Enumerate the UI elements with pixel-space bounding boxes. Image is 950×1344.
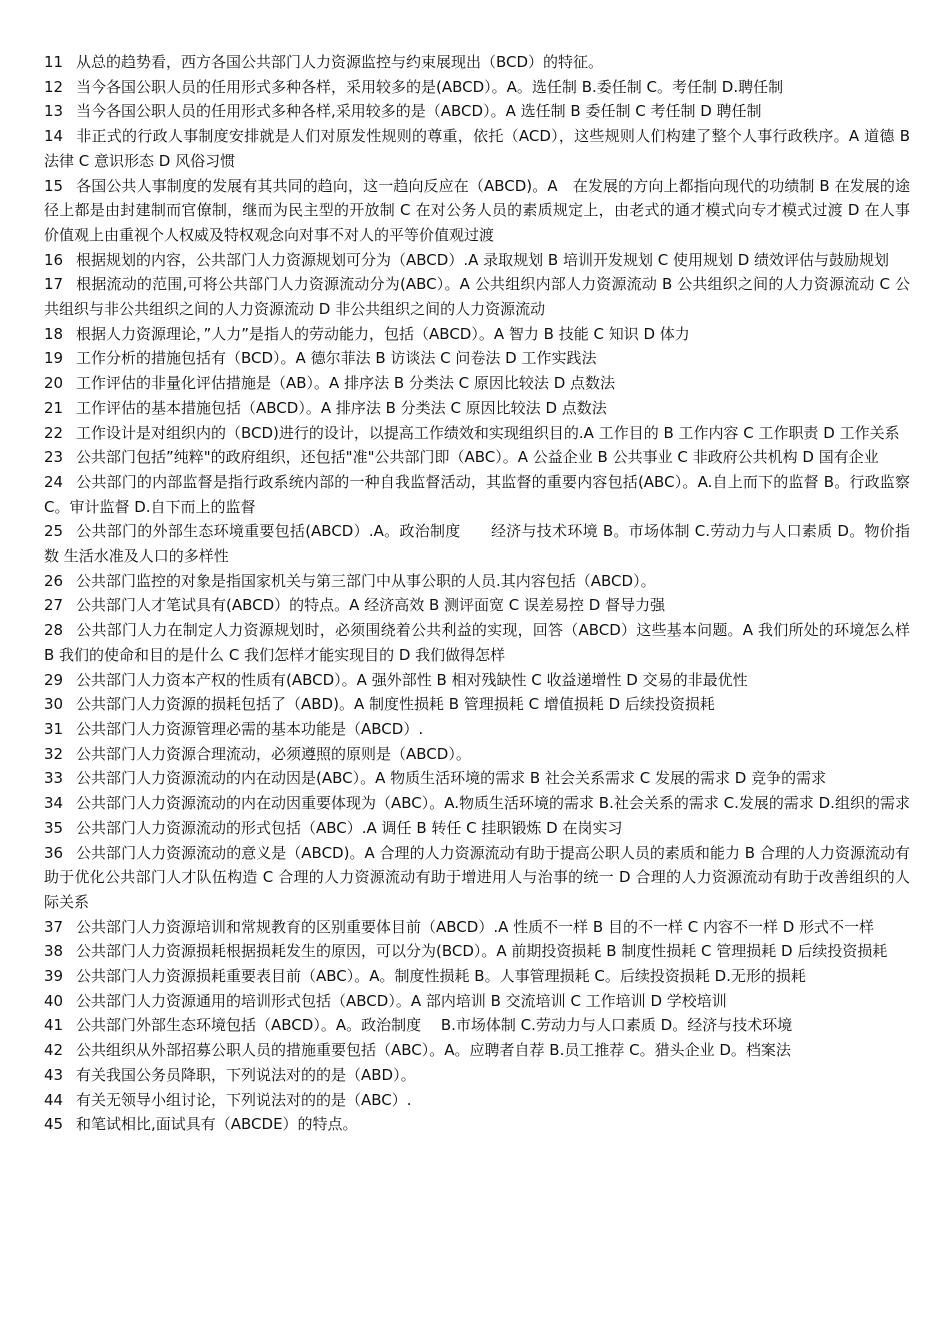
question-number: 16 bbox=[44, 250, 64, 269]
question-number: 18 bbox=[44, 324, 64, 343]
question-number: 11 bbox=[44, 53, 64, 71]
question-text: 公共部门监控的对象是指国家机关与第三部门中从事公职的人员.其内容包括（ABCD）。 bbox=[76, 571, 656, 590]
question-number: 28 bbox=[44, 621, 64, 640]
question-item bbox=[44, 470, 910, 519]
question-text: 有关无领导小组讨论，下列说法对的的是（ABC）. bbox=[76, 1090, 412, 1109]
question-text: 根据规划的内容，公共部门人力资源规划可分为（ABCD）.A 录取规划 B 培训开发规划 C 使用规划 D 绩效评估与鼓励规划 bbox=[76, 250, 890, 269]
question-text: 公共部门人力资源损耗根据损耗发生的原因，可以分为(BCD）。A 前期投资损耗 B 制度性损耗 C 管理损耗 D 后续投资损耗 bbox=[76, 942, 888, 961]
question-text: 各国公共人事制度的发展有其共同的趋向，这一趋向反应在（ABCD)。A 在发展的方向上都指向现代的功绩制 B 在发展的途径上都是由封建制而官僚制，继而为民主型的开放制 C 在对公务人员的素质规定上，由老式的通才模式向专才模式过渡 D 在人事价值观上由重视个人权威及特权观念向对事不对人的平等价值观过渡 bbox=[44, 176, 910, 244]
question-item bbox=[44, 668, 910, 693]
question-text: 从总的趋势看，西方各国公共部门人力资源监控与约束展现出（BCD）的特征。 bbox=[76, 53, 604, 71]
question-item bbox=[44, 618, 910, 667]
question-text: 和笔试相比,面试具有（ABCDE）的特点。 bbox=[76, 1115, 358, 1134]
question-item bbox=[44, 742, 910, 767]
question-item bbox=[44, 421, 910, 446]
question-number: 41 bbox=[44, 1016, 64, 1035]
question-number: 40 bbox=[44, 991, 64, 1010]
question-number: 38 bbox=[44, 942, 64, 961]
question-number: 20 bbox=[44, 374, 64, 393]
question-item bbox=[44, 989, 910, 1014]
question-number: 36 bbox=[44, 843, 64, 862]
question-item bbox=[44, 519, 910, 568]
question-text: 公共部门人力资源的损耗包括了（ABD)。A 制度性损耗 B 管理损耗 C 增值损耗 D 后续投资损耗 bbox=[76, 695, 715, 714]
question-number: 35 bbox=[44, 818, 64, 837]
question-text: 非正式的行政人事制度安排就是人们对原发性规则的尊重，依托（ACD），这些规则人们构建了整个人事行政秩序。A 道德 B 法律 C 意识形态 D 风俗习惯 bbox=[44, 127, 910, 170]
question-item bbox=[44, 99, 910, 124]
question-text: 公共部门人力资源通用的培训形式包括（ABCD）。A 部内培训 B 交流培训 C 工作培训 D 学校培训 bbox=[76, 991, 727, 1010]
question-number: 43 bbox=[44, 1065, 64, 1084]
question-number: 25 bbox=[44, 522, 64, 541]
question-number: 14 bbox=[44, 127, 64, 146]
question-item bbox=[44, 692, 910, 717]
question-text: 公共部门人力资源流动的形式包括（ABC）.A 调任 B 转任 C 挂职锻炼 D 在岗实习 bbox=[76, 818, 623, 837]
question-text: 公共组织从外部招募公职人员的措施重要包括（ABC）。A。应聘者自荐 B.员工推荐 C。猎头企业 D。档案法 bbox=[76, 1041, 791, 1060]
question-item bbox=[44, 322, 910, 347]
question-number: 27 bbox=[44, 596, 64, 615]
question-item bbox=[44, 915, 910, 940]
question-text: 工作评估的非量化评估措施是（AB）。A 排序法 B 分类法 C 原因比较法 D 点数法 bbox=[76, 374, 616, 393]
question-text: 公共部门包括”纯粹"的政府组织，还包括"准"公共部门即（ABC）。A 公益企业 B 公共事业 C 非政府公共机构 D 国有企业 bbox=[76, 448, 879, 467]
question-item bbox=[44, 841, 910, 915]
question-number: 24 bbox=[44, 472, 64, 491]
question-item bbox=[44, 346, 910, 371]
question-text: 公共部门人力资源流动的意义是（ABCD)。A 合理的人力资源流动有助于提高公职人员的素质和能力 B 合理的人力资源流动有助于优化公共部门人才队伍构造 C 合理的人力资源流动有助于增进用人与治事的统一 D 合理的人力资源流动有助于改善组织的人际关系 bbox=[44, 843, 910, 911]
question-number: 34 bbox=[44, 794, 64, 813]
question-text: 公共部门人力资源流动的内在动因是(ABC）。A 物质生活环境的需求 B 社会关系需求 C 发展的需求 D 竞争的需求 bbox=[76, 769, 827, 788]
question-item bbox=[44, 1063, 910, 1088]
question-text: 公共部门的外部生态环境重要包括(ABCD）.A。政治制度 经济与技术环境 B。市场体制 C.劳动力与人口素质 D。物价指数 生活水准及人口的多样性 bbox=[44, 522, 910, 566]
question-item bbox=[44, 75, 910, 100]
question-number: 12 bbox=[44, 77, 64, 96]
question-number: 21 bbox=[44, 398, 64, 417]
question-text: 公共部门人力资源培训和常规教育的区别重要体目前（ABCD）.A 性质不一样 B 目的不一样 C 内容不一样 D 形式不一样 bbox=[76, 917, 875, 936]
question-text: 当今各国公职人员的任用形式多种各样,采用较多的是（ABCD）。A 选任制 B 委任制 C 考任制 D 聘任制 bbox=[76, 102, 762, 121]
question-text: 公共部门人力资源管理必需的基本功能是（ABCD）. bbox=[76, 719, 424, 738]
question-text: 工作设计是对组织内的（BCD)进行的设计，以提高工作绩效和实现组织目的.A 工作目的 B 工作内容 C 工作职责 D 工作关系 bbox=[76, 423, 900, 442]
question-item bbox=[44, 1038, 910, 1063]
question-number: 30 bbox=[44, 695, 64, 714]
question-item bbox=[44, 396, 910, 421]
question-item bbox=[44, 124, 910, 173]
question-text: 当今各国公职人员的任用形式多种各样，采用较多的是(ABCD）。A。选任制 B.委任制 C。考任制 D.聘任制 bbox=[76, 77, 784, 96]
question-number: 19 bbox=[44, 349, 64, 368]
question-number: 17 bbox=[44, 275, 64, 294]
question-number: 39 bbox=[44, 967, 64, 986]
question-item bbox=[44, 1088, 910, 1113]
question-number: 15 bbox=[44, 176, 64, 195]
question-text: 公共部门人才笔试具有(ABCD）的特点。A 经济高效 B 测评面宽 C 误差易控 D 督导力强 bbox=[76, 596, 666, 615]
question-text: 公共部门人力资源流动的内在动因重要体现为（ABC）。A.物质生活环境的需求 B.社会关系的需求 C.发展的需求 D.组织的需求 bbox=[76, 794, 910, 813]
question-text: 公共部门人力在制定人力资源规划时，必须围绕着公共利益的实现，回答（ABCD）这些基本问题。A 我们所处的环境怎么样 B 我们的使命和目的是什么 C 我们怎样才能实现目的 D 我们做得怎样 bbox=[44, 621, 910, 664]
question-item bbox=[44, 939, 910, 964]
question-item bbox=[44, 816, 910, 841]
question-item bbox=[44, 174, 910, 248]
question-text: 根据流动的范围,可将公共部门人力资源流动分为(ABC）。A 公共组织内部人力资源流动 B 公共组织之间的人力资源流动 C 公共组织与非公共组织之间的人力资源流动 D 非公共组织之间的人力资源流动 bbox=[44, 275, 910, 319]
question-text: 公共部门人力资本产权的性质有(ABCD）。A 强外部性 B 相对残缺性 C 收益递增性 D 交易的非最优性 bbox=[76, 670, 748, 689]
question-item bbox=[44, 1112, 910, 1137]
question-item bbox=[44, 371, 910, 396]
question-item bbox=[44, 791, 910, 816]
question-number: 31 bbox=[44, 719, 64, 738]
question-number: 26 bbox=[44, 571, 64, 590]
question-item bbox=[44, 248, 910, 273]
question-number: 32 bbox=[44, 744, 64, 763]
question-text: 公共部门的内部监督是指行政系统内部的一种自我监督活动，其监督的重要内容包括(ABC）。A.自上而下的监督 B。行政监察 C。审计监督 D.自下而上的监督 bbox=[44, 472, 910, 516]
question-text: 工作评估的基本措施包括（ABCD）。A 排序法 B 分类法 C 原因比较法 D 点数法 bbox=[76, 398, 607, 417]
question-number: 29 bbox=[44, 670, 64, 689]
question-item bbox=[44, 964, 910, 989]
question-number: 22 bbox=[44, 423, 64, 442]
question-item bbox=[44, 50, 910, 75]
question-number: 42 bbox=[44, 1041, 64, 1060]
question-item bbox=[44, 272, 910, 321]
question-list bbox=[44, 50, 910, 1137]
question-number: 45 bbox=[44, 1115, 64, 1134]
question-item bbox=[44, 766, 910, 791]
question-number: 13 bbox=[44, 102, 64, 121]
question-text: 工作分析的措施包括有（BCD）。A 德尔菲法 B 访谈法 C 问卷法 D 工作实践法 bbox=[76, 349, 597, 368]
question-text: 公共部门人力资源损耗重要表目前（ABC）。A。制度性损耗 B。人事管理损耗 C。后续投资损耗 D.无形的损耗 bbox=[76, 967, 806, 986]
question-text: 公共部门人力资源合理流动，必须遵照的原则是（ABCD）。 bbox=[76, 744, 471, 763]
question-number: 37 bbox=[44, 917, 64, 936]
question-text: 有关我国公务员降职，下列说法对的的是（ABD）。 bbox=[76, 1065, 416, 1084]
question-item bbox=[44, 445, 910, 470]
question-item bbox=[44, 569, 910, 594]
question-number: 44 bbox=[44, 1090, 64, 1109]
question-text: 公共部门外部生态环境包括（ABCD）。A。政治制度 B.市场体制 C.劳动力与人口素质 D。经济与技术环境 bbox=[76, 1016, 793, 1035]
question-item bbox=[44, 593, 910, 618]
question-number: 33 bbox=[44, 769, 64, 788]
question-item bbox=[44, 1013, 910, 1038]
question-text: 根据人力资源理论，”人力”是指人的劳动能力，包括（ABCD）。A 智力 B 技能 C 知识 D 体力 bbox=[76, 324, 690, 343]
question-number: 23 bbox=[44, 448, 64, 467]
question-item bbox=[44, 717, 910, 742]
